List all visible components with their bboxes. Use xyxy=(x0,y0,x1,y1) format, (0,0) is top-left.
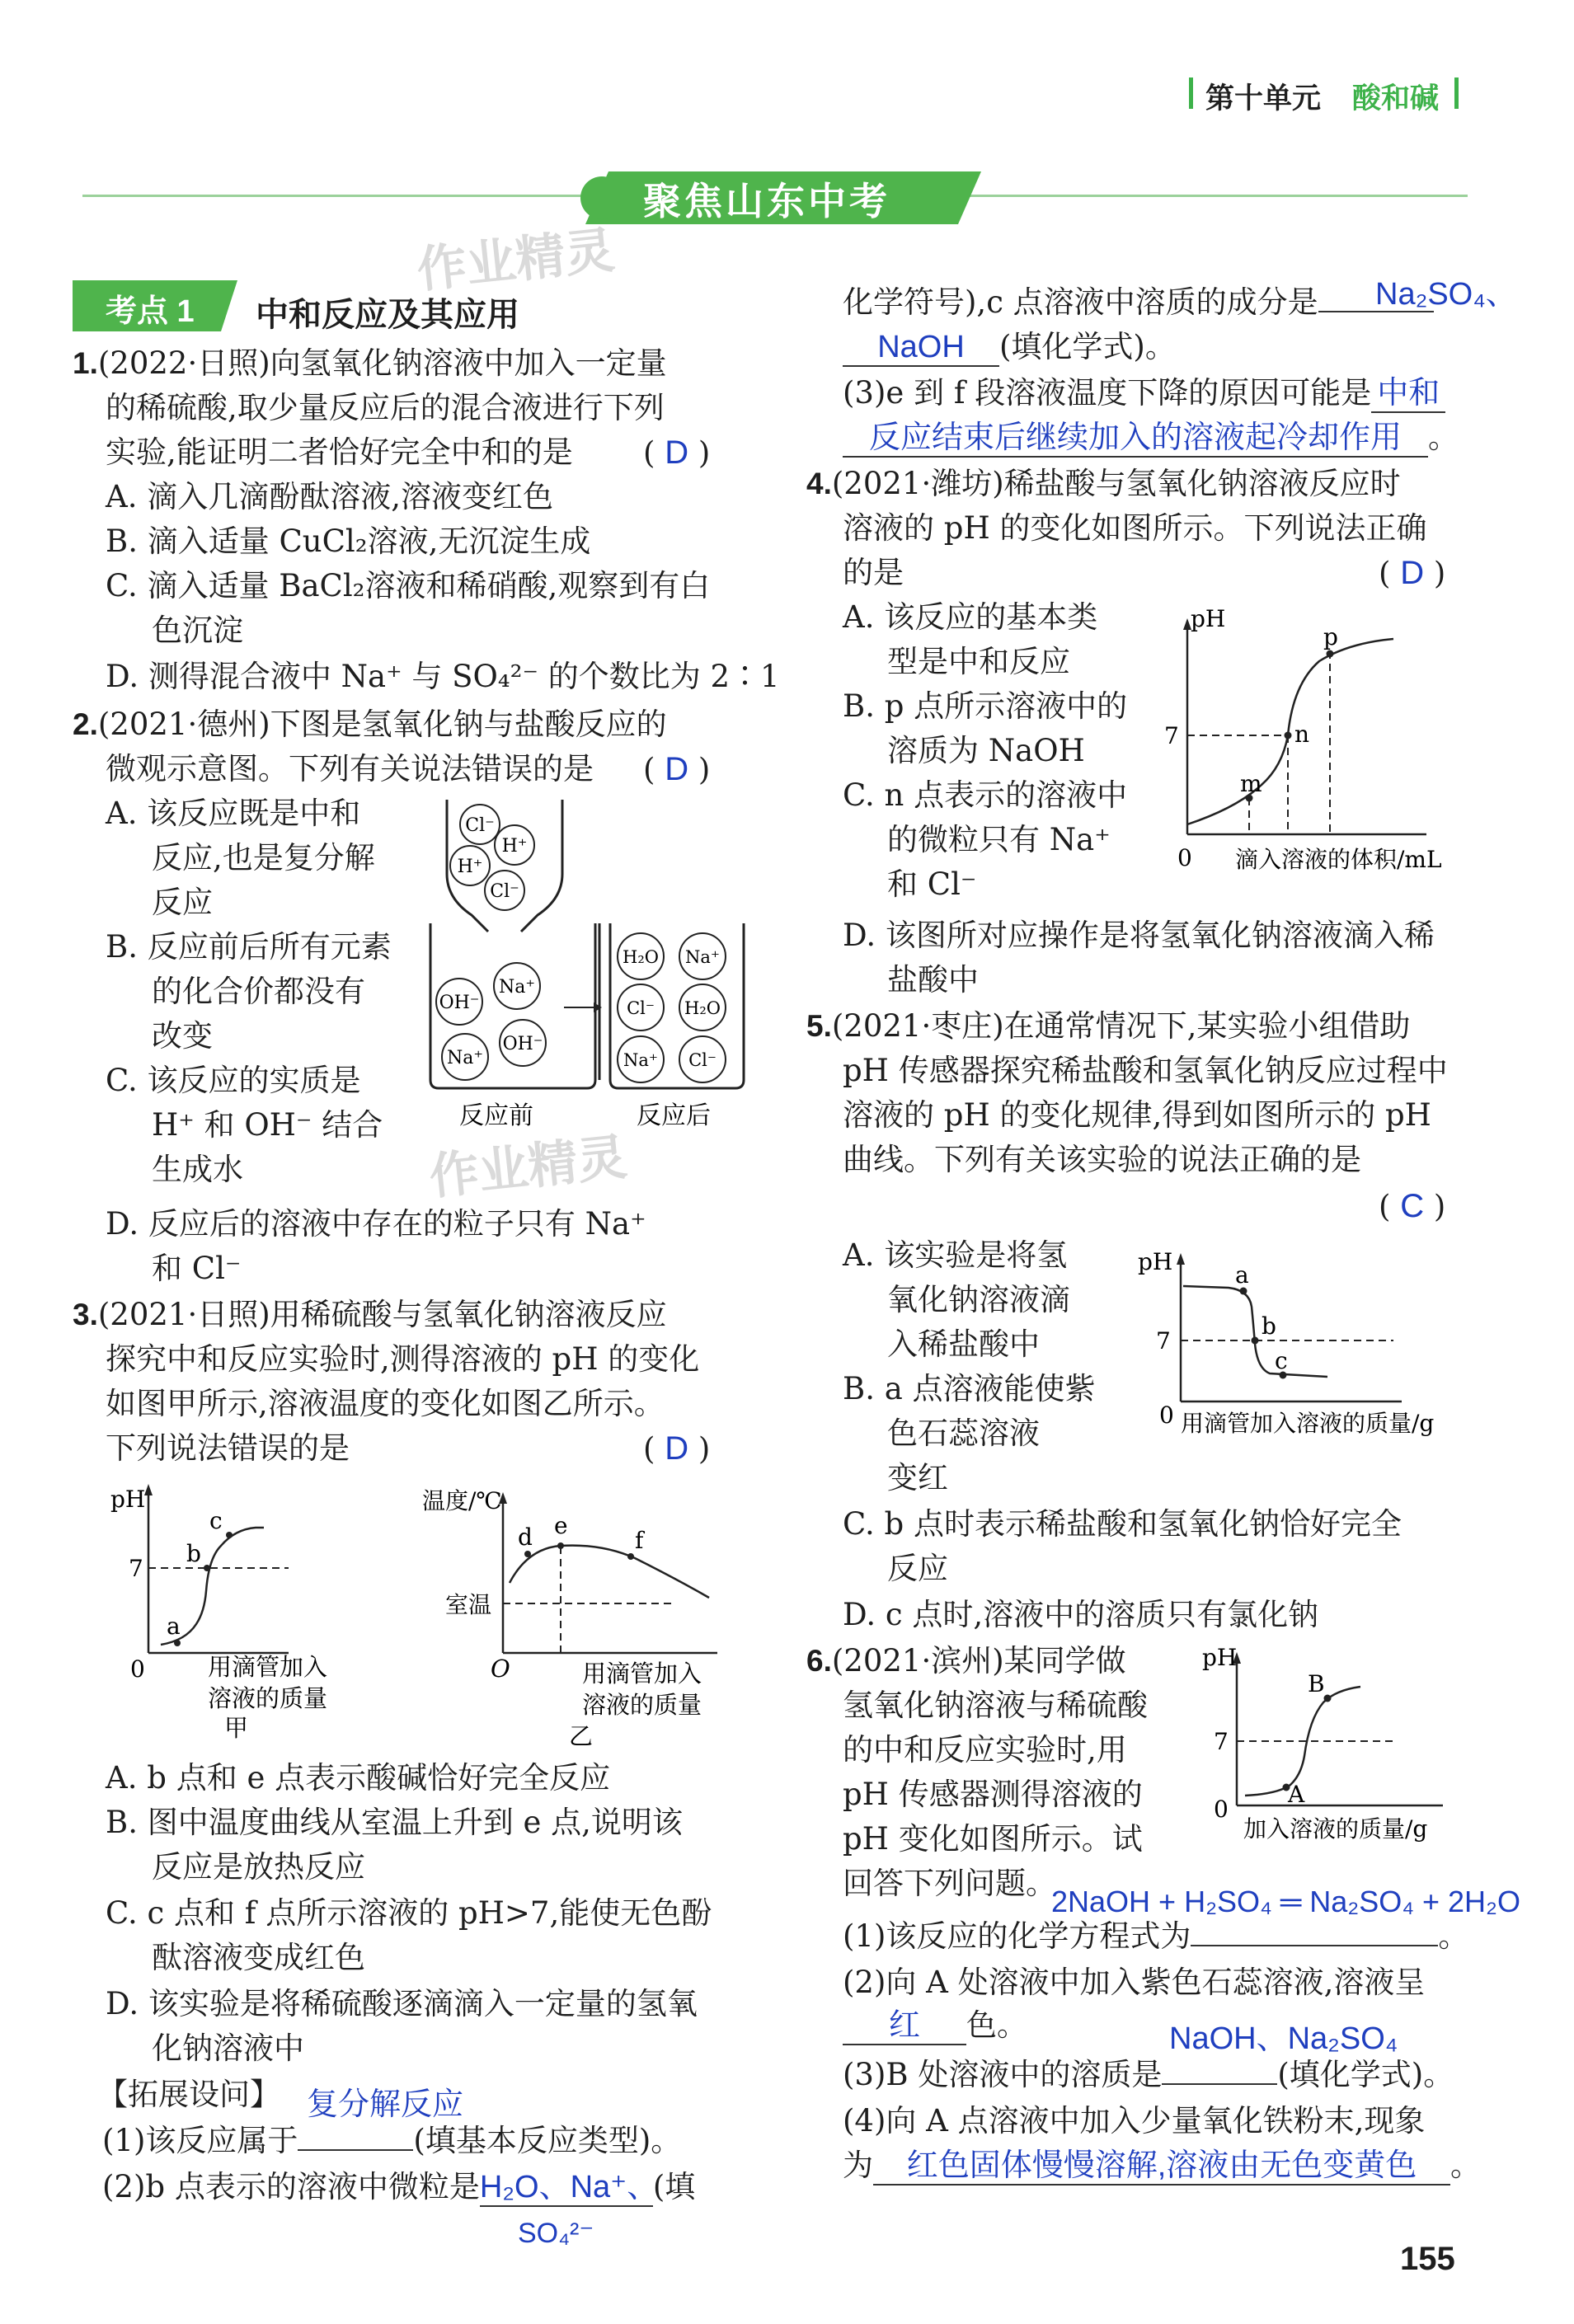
after-ion-5: Na⁺ xyxy=(623,1050,658,1070)
ph-curve xyxy=(1187,639,1393,824)
q6-line2: 氢氧化钠溶液与稀硫酸 xyxy=(843,1688,1148,1723)
y7: 7 xyxy=(1164,722,1179,749)
q2-b2: 的化合价都没有 xyxy=(152,974,365,1009)
q4-c1: C. n 点表示的溶液中 xyxy=(843,777,1128,813)
q3-figure-a xyxy=(99,1476,363,1748)
q4-b2: 溶质为 NaOH xyxy=(887,733,1085,768)
label-b: b xyxy=(1262,1312,1276,1340)
q6-line1: 6.(2021·滨州)某同学做 xyxy=(806,1643,1126,1678)
ylabel: 温度/℃ xyxy=(422,1487,502,1514)
q2-a3: 反应 xyxy=(152,885,213,920)
q5-figure xyxy=(1130,1237,1492,1459)
q2-d2: 和 Cl⁻ xyxy=(152,1251,242,1286)
q5-a1: A. 该实验是将氢 xyxy=(843,1237,1068,1273)
xlabel1: 用滴管加入 xyxy=(208,1653,328,1681)
drop-ion-2: H⁺ xyxy=(501,836,528,857)
q2-b3: 改变 xyxy=(152,1018,213,1054)
q6-p2: (2)向 A 处溶液中加入紫色石蕊溶液,溶液呈 xyxy=(843,1965,1426,2000)
q2-c1: C. 该反应的实质是 xyxy=(106,1063,361,1098)
xlabel1: 用滴管加入 xyxy=(582,1660,702,1688)
drop-ion-4: Cl⁻ xyxy=(490,881,519,902)
blank-10: 红色固体慢慢溶解,溶液由无色变黄色 xyxy=(873,2148,1450,2185)
q2-b1: B. 反应前后所有元素 xyxy=(106,929,392,965)
q6-p3: (3)B 处溶液中的溶质是 (填化学式)。 xyxy=(843,2057,1454,2092)
q6-figure xyxy=(1196,1641,1525,1863)
header-unit: 第十单元 xyxy=(1205,82,1322,115)
room-temp: 室温 xyxy=(445,1591,492,1618)
q6-p4b: 为 红色固体慢慢溶解,溶液由无色变黄色 。 xyxy=(843,2143,1481,2188)
q4-a2: 型是中和反应 xyxy=(887,644,1070,679)
before-ion-2: Na⁺ xyxy=(499,977,535,998)
q1-option-b: B. 滴入适量 CuCl₂溶液,无沉淀生成 xyxy=(106,523,591,559)
label-d: d xyxy=(518,1524,533,1551)
q3c-line4: 反应结束后继续加入的溶液起冷却作用 。 xyxy=(843,416,1459,460)
drop-ion-3: H⁺ xyxy=(457,857,483,877)
q1-option-d: D. 测得混合液中 Na⁺ 与 SO₄²⁻ 的个数比为 2∶1 xyxy=(106,659,780,694)
after-ion-2: Na⁺ xyxy=(685,947,720,967)
origin: 0 xyxy=(1177,844,1192,871)
page-number: 155 xyxy=(1400,2241,1455,2277)
q6-line3: 的中和反应实验时,用 xyxy=(843,1732,1127,1768)
point-p xyxy=(1327,650,1334,658)
ylabel: pH xyxy=(110,1486,146,1513)
q3-option-d2: 化钠溶液中 xyxy=(152,2031,304,2066)
q1-option-c2: 色沉淀 xyxy=(152,613,243,648)
after-ion-1: H₂O xyxy=(623,947,659,967)
point-d xyxy=(524,1551,531,1557)
q4-figure xyxy=(1154,594,1484,890)
header-bar-left xyxy=(1189,77,1193,109)
q5-a2: 氧化钠溶液滴 xyxy=(887,1282,1070,1317)
blank-1 xyxy=(298,2149,413,2151)
blank-4: NaOH xyxy=(843,329,999,367)
q1-line3: 实验,能证明二者恰好完全中和的是 xyxy=(106,434,573,470)
q3-option-d1: D. 该实验是将稀硫酸逐滴滴入一定量的氢氧 xyxy=(106,1986,698,2021)
temp-curve xyxy=(510,1546,709,1598)
point-a xyxy=(174,1640,181,1646)
q5-b2: 色石蕊溶液 xyxy=(887,1416,1040,1451)
q3-option-c2: 酞溶液变成红色 xyxy=(152,1940,365,1975)
q5-c1: C. b 点时表示稀盐酸和氢氧化钠恰好完全 xyxy=(843,1506,1402,1542)
label-n: n xyxy=(1294,721,1310,748)
label-A: A xyxy=(1288,1781,1305,1808)
q4-line2: 溶液的 pH 的变化如图所示。下列说法正确 xyxy=(843,510,1427,546)
q3-option-a: A. b 点和 e 点表示酸碱恰好完全反应 xyxy=(106,1760,611,1796)
after-ion-3: Cl⁻ xyxy=(627,998,655,1018)
ylabel: pH xyxy=(1138,1248,1173,1275)
q3-ext-ans1: 复分解反应 xyxy=(307,2087,464,2122)
q4-line3: 的是 xyxy=(843,555,904,590)
label-c: c xyxy=(209,1507,223,1534)
q4-d2: 盐酸中 xyxy=(887,962,979,998)
q1-line2: 的稀硫酸,取少量反应后的混合液进行下列 xyxy=(106,390,665,425)
blank-6: 反应结束后继续加入的溶液起冷却作用 xyxy=(843,420,1428,458)
q3c-ans1a: Na₂SO₄、 xyxy=(1375,277,1517,312)
blank-9 xyxy=(1162,2083,1277,2085)
after-ion-4: H₂O xyxy=(684,998,721,1018)
q6-line6: 回答下列问题。 xyxy=(843,1866,1056,1901)
q4-d1: D. 该图所对应操作是将氢氧化钠溶液滴入稀 xyxy=(843,918,1435,953)
q4-answer: ( D ) xyxy=(1379,555,1446,591)
point-n xyxy=(1285,732,1292,739)
q3-figure-b xyxy=(412,1476,742,1756)
q2-a2: 反应,也是复分解 xyxy=(152,840,375,876)
before-ions xyxy=(436,963,546,1080)
xlabel2: 溶液的质量 xyxy=(582,1691,702,1719)
q3-option-c1: C. c 点和 f 点所示溶液的 pH>7,能使无色酚 xyxy=(106,1895,712,1931)
q1-option-c1: C. 滴入适量 BaCl₂溶液和稀硝酸,观察到有白 xyxy=(106,568,711,603)
label-c: c xyxy=(1275,1347,1288,1374)
q3-line1: 3.(2021·日照)用稀硫酸与氢氧化钠溶液反应 xyxy=(73,1297,667,1332)
blank-7 xyxy=(1191,1945,1438,1946)
q2-c2: H⁺ 和 OH⁻ 结合 xyxy=(152,1107,383,1143)
origin: 0 xyxy=(130,1655,145,1683)
after-ion-6: Cl⁻ xyxy=(688,1050,717,1070)
ph-curve xyxy=(1183,1286,1327,1377)
q3-line4: 下列说法错误的是 xyxy=(106,1430,350,1466)
blank-5: 中和 xyxy=(1371,375,1445,413)
q4-b1: B. p 点所示溶液中的 xyxy=(843,688,1128,724)
blank-8: 红 xyxy=(843,2007,966,2045)
y7: 7 xyxy=(1214,1728,1229,1755)
blank-3 xyxy=(1318,311,1434,312)
q4-line1: 4.(2021·潍坊)稀盐酸与氢氧化钠溶液反应时 xyxy=(806,466,1401,501)
label-e: e xyxy=(554,1512,568,1539)
q3-answer: ( D ) xyxy=(643,1430,711,1467)
before-ion-4: OH⁻ xyxy=(502,1034,543,1054)
q3-line2: 探究中和反应实验时,测得溶液的 pH 的变化 xyxy=(106,1341,700,1377)
q1-option-a: A. 滴入几滴酚酞溶液,溶液变红色 xyxy=(106,479,554,514)
q2-d1: D. 反应后的溶液中存在的粒子只有 Na⁺ xyxy=(106,1206,646,1242)
q3-option-b1: B. 图中温度曲线从室温上升到 e 点,说明该 xyxy=(106,1805,683,1840)
q5-line3: 溶液的 pH 的变化规律,得到如图所示的 pH xyxy=(843,1097,1431,1133)
q5-b3: 变红 xyxy=(887,1460,948,1495)
before-ion-1: OH⁻ xyxy=(439,993,480,1013)
label-p: p xyxy=(1323,623,1338,650)
q4-c3: 和 Cl⁻ xyxy=(887,866,977,902)
xlabel2: 溶液的质量 xyxy=(208,1684,328,1712)
q2-answer: ( D ) xyxy=(643,751,711,787)
point-b xyxy=(204,1565,210,1571)
label-a: a xyxy=(1235,1261,1249,1289)
header-bar-right xyxy=(1454,77,1459,109)
watermark-2: 作业精灵 xyxy=(426,1129,630,1205)
q4-c2: 的微粒只有 Na⁺ xyxy=(887,822,1111,857)
point-B xyxy=(1324,1695,1332,1702)
before-label: 反应前 xyxy=(459,1101,533,1130)
q2-figure xyxy=(422,791,752,1138)
ylabel: pH xyxy=(1202,1644,1238,1671)
after-label: 反应后 xyxy=(637,1101,711,1130)
q5-c2: 反应 xyxy=(887,1551,948,1586)
label-f: f xyxy=(635,1527,644,1554)
q3c-line3: (3)e 到 f 段溶液温度下降的原因可能是 中和 xyxy=(843,371,1445,416)
q3-ext-2: (2)b 点表示的溶液中微粒是H₂O、Na⁺、(填 xyxy=(102,2165,695,2209)
q3-ext-title: 【拓展设问】 xyxy=(97,2077,280,2112)
fig-name: 甲 xyxy=(224,1714,249,1742)
q2-line1: 2.(2021·德州)下图是氢氧化钠与盐酸反应的 xyxy=(73,707,667,742)
banner-title: 聚焦山东中考 xyxy=(643,180,890,223)
point-c xyxy=(226,1532,233,1538)
xlabel: 用滴管加入溶液的质量/g xyxy=(1181,1410,1435,1437)
q2-c3: 生成水 xyxy=(152,1152,243,1187)
point-e xyxy=(557,1542,564,1549)
q3-option-b2: 反应是放热反应 xyxy=(152,1849,365,1885)
after-ions xyxy=(618,933,726,1082)
q5-b1: B. a 点溶液能使紫 xyxy=(843,1371,1096,1406)
section-title: 中和反应及其应用 xyxy=(256,297,519,333)
section-tag-label: 考点 1 xyxy=(106,294,195,329)
y7: 7 xyxy=(129,1555,143,1582)
q2-line2: 微观示意图。下列有关说法错误的是 xyxy=(106,751,594,786)
q4-a1: A. 该反应的基本类 xyxy=(843,599,1098,635)
label-a: a xyxy=(167,1613,181,1640)
drop-ions xyxy=(450,805,534,910)
xlabel: 滴入溶液的体积/mL xyxy=(1235,846,1442,873)
label-B: B xyxy=(1308,1670,1325,1697)
q1-answer: ( D ) xyxy=(643,434,711,471)
q3c-line2: NaOH (填化学式)。 xyxy=(843,325,1176,369)
q5-d: D. c 点时,溶液中的溶质只有氯化钠 xyxy=(843,1597,1319,1632)
q3-ext-ans2b: SO₄²⁻ xyxy=(518,2218,594,2249)
drop-ion-1: Cl⁻ xyxy=(465,815,495,836)
q5-line4: 曲线。下列有关该实验的说法正确的是 xyxy=(843,1142,1361,1177)
q6-p1: (1)该反应的化学方程式为 。 xyxy=(843,1918,1469,1954)
blank-2: H₂O、Na⁺、 xyxy=(480,2169,653,2207)
q6-line5: pH 变化如图所示。试 xyxy=(843,1821,1143,1857)
fig-name: 乙 xyxy=(569,1722,594,1750)
q1-line1: 1.(2022·日照)向氢氧化钠溶液中加入一定量 xyxy=(73,345,667,381)
origin: 0 xyxy=(1159,1401,1174,1429)
xlabel: 加入溶液的质量/g xyxy=(1243,1815,1428,1843)
q6-p4: (4)向 A 点溶液中加入少量氧化铁粉末,现象 xyxy=(843,2103,1426,2139)
label-m: m xyxy=(1240,770,1262,797)
origin: 0 xyxy=(1214,1796,1229,1823)
q5-line1: 5.(2021·枣庄)在通常情况下,某实验小组借助 xyxy=(806,1008,1411,1044)
point-b xyxy=(1252,1337,1259,1345)
watermark: 作业精灵 xyxy=(414,222,618,298)
header-topic: 酸和碱 xyxy=(1352,82,1440,115)
q2-a1: A. 该反应既是中和 xyxy=(106,796,361,831)
origin: O xyxy=(491,1655,510,1683)
ylabel: pH xyxy=(1191,605,1226,632)
point-f xyxy=(627,1553,634,1560)
y7: 7 xyxy=(1156,1327,1171,1354)
q6-p2b: 红 色。 xyxy=(843,2003,1027,2048)
q3-ext-1: (1)该反应属于 (填基本反应类型)。 xyxy=(102,2123,682,2158)
q6-p3-answer: NaOH、Na₂SO₄ xyxy=(1169,2021,1398,2056)
label-b: b xyxy=(186,1540,201,1567)
q6-line4: pH 传感器测得溶液的 xyxy=(843,1777,1143,1812)
q6-eq-answer: 2NaOH + H₂SO₄ ═ Na₂SO₄ + 2H₂O xyxy=(1051,1885,1520,1918)
q5-a3: 入稀盐酸中 xyxy=(887,1326,1040,1362)
q5-line2: pH 传感器探究稀盐酸和氢氧化钠反应过程中 xyxy=(843,1053,1448,1088)
before-ion-3: Na⁺ xyxy=(447,1048,483,1068)
q3-line3: 如图甲所示,溶液温度的变化如图乙所示。 xyxy=(106,1386,665,1421)
q5-answer: ( C ) xyxy=(1379,1188,1446,1224)
q3c-line1: 化学符号),c 点溶液中溶质的成分是 xyxy=(843,280,1434,325)
